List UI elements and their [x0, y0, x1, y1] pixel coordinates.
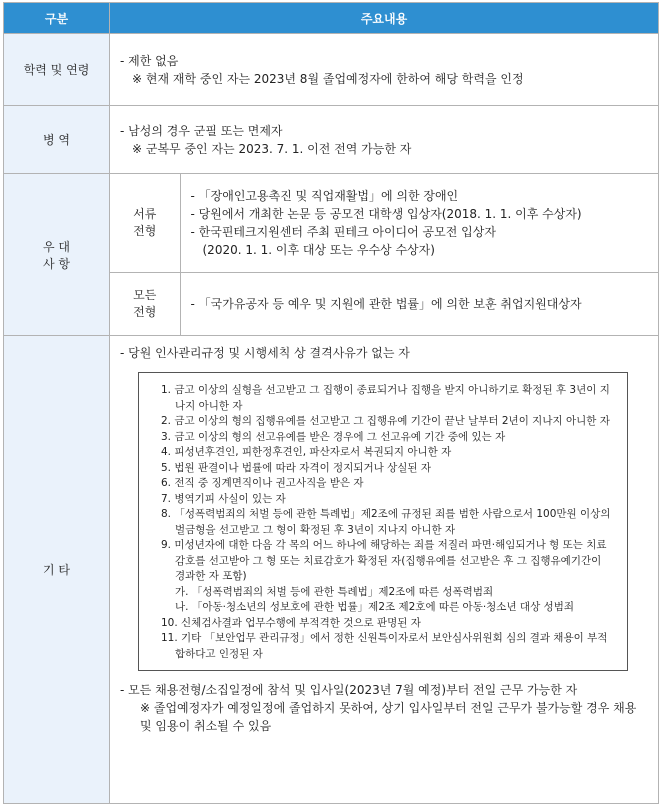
military-content: [110, 106, 659, 174]
disqualification-item: 2. 금고 이상의 형의 집행유예를 선고받고 그 집행유예 기간이 끝난 날부터 2년이 지나지 아니한 자: [161, 415, 610, 427]
preference-item: - 당원에서 개최한 논문 등 공모전 대학생 입상자(2018. 1. 1. 이후 수상자): [190, 207, 582, 221]
document-stage-label: [110, 174, 180, 272]
disqualification-item: 9. 미성년자에 대한 다음 각 목의 어느 하나에 해당하는 죄를 저질러 파면·해임되거나 형 또는 치료감호를 선고받아 그 형 또는 치료감호가 확정된 자(집행유예를 선고받은 후 그 집행유예기간이 경과한 자 포함): [161, 539, 607, 582]
disqualification-item: 1. 금고 이상의 실형을 선고받고 그 집행이 종료되거나 집행을 받지 아니하기로 확정된 후 3년이 지나지 아니한 자: [161, 384, 610, 412]
military-label: 병 역: [4, 106, 110, 174]
disqualification-item: 11. 기타 「보안업무 관리규정」에서 정한 신원특이자로서 보안심사위원회 심의 결과 채용이 부적합하다고 인정된 자: [161, 632, 608, 660]
disqualification-item: 8. 「성폭력범죄의 처벌 등에 관한 특례법」제2조에 규정된 죄를 범한 사람으로서 100만원 이상의 벌금형을 선고받고 그 형이 확정된 후 3년이 지나지 아니한 자: [161, 508, 611, 536]
education-line: - 제한 없음: [120, 53, 179, 68]
military-note: ※ 군복무 중인 자는 2023. 7. 1. 이전 전역 가능한 자: [132, 141, 412, 156]
education-content: [110, 34, 659, 106]
disqualification-item: 5. 법원 판결이나 법률에 따라 자격이 정지되거나 상실된 자: [161, 461, 432, 474]
preference-document-cell: [110, 174, 659, 273]
preference-item: (2020. 1. 1. 이후 대상 또는 우수상 수상자): [202, 243, 435, 257]
etc-note: ※ 졸업예정자가 예정일정에 졸업하지 못하여, 상기 입사일부터 전일 근무가 불가능할 경우 채용 및 임용이 취소될 수 있음: [140, 701, 637, 733]
preference-label-line1: 우 대: [43, 239, 70, 254]
header-category: 구분: [4, 3, 110, 34]
preference-label: [4, 174, 110, 336]
disqualification-item: 10. 신체검사결과 업무수행에 부적격한 것으로 판명된 자: [161, 616, 421, 629]
all-stage-label-line1: 모든: [133, 288, 157, 302]
disqualification-subitem: 나. 「아동·청소년의 성보호에 관한 법률」제2조 제2호에 따른 아동·청소년 대상 성범죄: [175, 601, 574, 613]
header-content: 주요내용: [110, 3, 659, 34]
preference-label-line2: 사 항: [43, 256, 70, 271]
preference-item: - 「장애인고용촉진 및 직업재활법」에 의한 장애인: [190, 189, 459, 203]
document-stage-label-line2: 전형: [133, 224, 157, 238]
etc-line1: - 당원 인사관리규정 및 시행세칙 상 결격사유가 없는 자: [120, 346, 410, 360]
disqualification-box: [138, 372, 628, 671]
all-stage-label-line2: 전형: [133, 305, 157, 319]
etc-content: [110, 336, 659, 804]
document-stage-content: [180, 174, 658, 272]
preference-item: - 한국핀테크지원센터 주최 핀테크 아이디어 공모전 입상자: [190, 225, 496, 239]
disqualification-item: 3. 금고 이상의 형의 선고유예를 받은 경우에 그 선고유예 기간 중에 있는 자: [161, 430, 506, 443]
disqualification-item: 4. 피성년후견인, 피한정후견인, 파산자로서 복권되지 아니한 자: [161, 446, 452, 458]
education-note: ※ 현재 재학 중인 자는 2023년 8월 졸업예정자에 한하여 해당 학력을 인정: [132, 71, 524, 86]
document-stage-label-line1: 서류: [133, 207, 157, 221]
disqualification-item: 7. 병역기피 사실이 있는 자: [161, 492, 286, 505]
all-stage-label: [110, 273, 180, 335]
disqualification-item: 6. 전직 중 징계면직이나 권고사직을 받은 자: [161, 477, 364, 489]
preference-all-cell: [110, 273, 659, 336]
military-line: - 남성의 경우 군필 또는 면제자: [120, 123, 283, 138]
etc-label: 기 타: [4, 336, 110, 804]
all-stage-content: - 「국가유공자 등 예우 및 지원에 관한 법률」에 의한 보훈 취업지원대상자: [190, 297, 582, 311]
etc-line2: - 모든 채용전형/소집일정에 참석 및 입사일(2023년 7월 예정)부터 전일 근무 가능한 자: [120, 683, 578, 697]
disqualification-subitem: 가. 「성폭력범죄의 처벌 등에 관한 특례법」제2조에 따른 성폭력범죄: [175, 585, 494, 598]
education-label: 학력 및 연령: [4, 34, 110, 106]
requirements-table: [3, 2, 659, 804]
